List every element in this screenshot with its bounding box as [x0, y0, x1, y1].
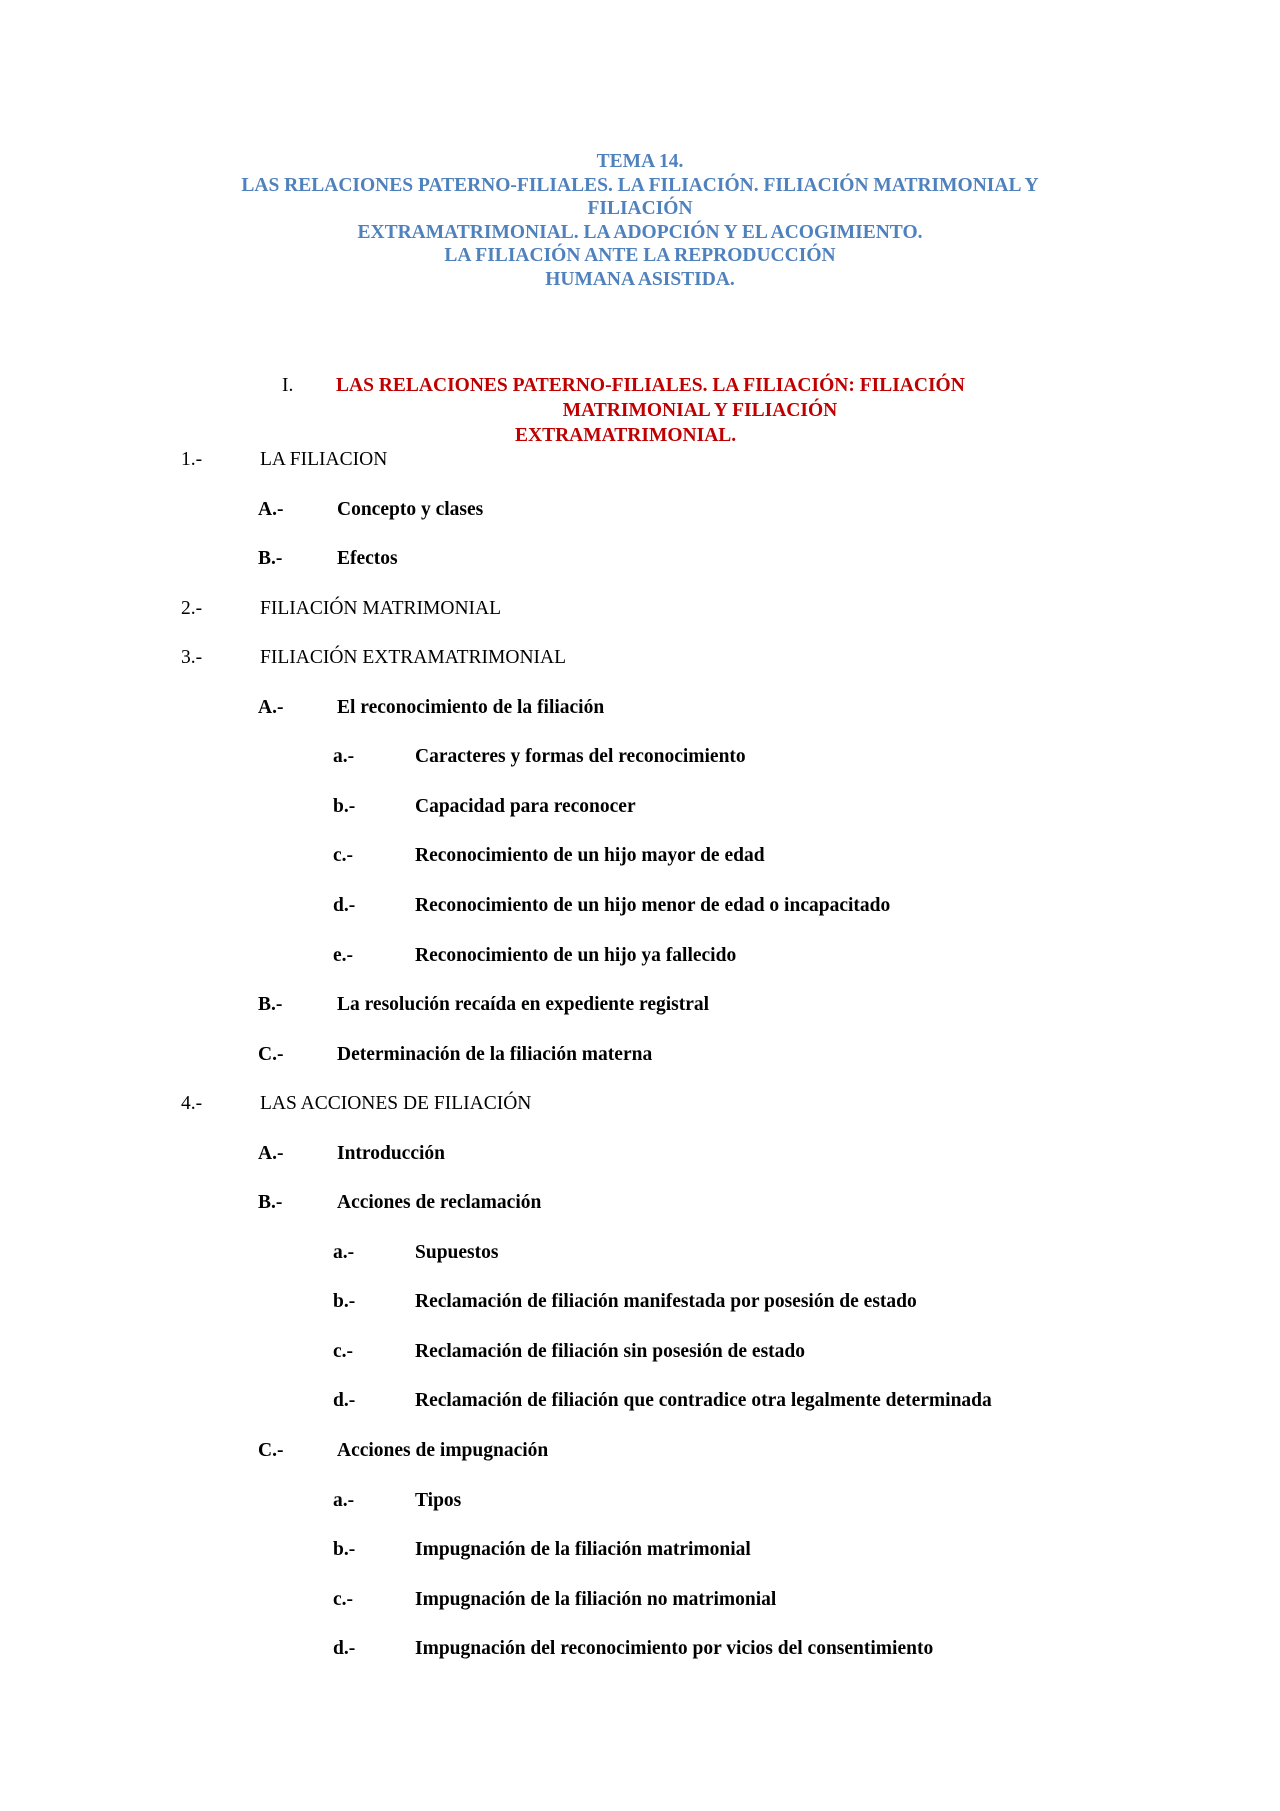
outline-item-label: La resolución recaída en expediente registral	[337, 994, 710, 1015]
outline-item-marker: B.-	[258, 548, 283, 569]
outline-item-label: Determinación de la filiación materna	[337, 1044, 653, 1065]
outline-item	[0, 1588, 1280, 1614]
outline-item-label: Acciones de reclamación	[337, 1192, 542, 1213]
outline-item	[0, 1142, 1280, 1168]
outline-item-marker: e.-	[333, 945, 354, 966]
outline-item-marker: d.-	[333, 1390, 356, 1411]
outline-item-label: Reclamación de filiación que contradice otra legalmente determinada	[415, 1390, 992, 1411]
outline-item	[0, 795, 1280, 821]
title-line: LAS RELACIONES PATERNO-FILIALES. LA FILIACIÓN. FILIACIÓN MATRIMONIAL Y	[241, 174, 1039, 196]
outline-item	[0, 1290, 1280, 1316]
outline-item-marker: 4.-	[181, 1093, 203, 1114]
outline-item-label: Tipos	[415, 1490, 462, 1511]
outline-item	[0, 1489, 1280, 1515]
outline-item-label: El reconocimiento de la filiación	[337, 697, 605, 718]
outline-item	[0, 1538, 1280, 1564]
outline-item-marker: c.-	[333, 1341, 354, 1362]
outline-item	[0, 993, 1280, 1019]
outline-item-label: Reclamación de filiación sin posesión de estado	[415, 1341, 806, 1362]
title-line: FILIACIÓN	[587, 198, 693, 219]
outline-item	[0, 745, 1280, 771]
outline-item-label: Acciones de impugnación	[337, 1440, 549, 1461]
outline-item-marker: d.-	[333, 1638, 356, 1659]
outline-item-label: LAS ACCIONES DE FILIACIÓN	[260, 1093, 532, 1114]
outline-item-marker: C.-	[258, 1044, 284, 1065]
title-line: TEMA 14.	[596, 151, 684, 172]
outline-item-label: Impugnación de la filiación matrimonial	[415, 1539, 751, 1560]
section-heading-line: MATRIMONIAL Y FILIACIÓN	[562, 400, 838, 421]
outline-item-label: LA FILIACION	[260, 449, 388, 470]
outline-item-label: Capacidad para reconocer	[415, 796, 636, 817]
outline-item	[0, 646, 1280, 672]
outline-item-label: Reconocimiento de un hijo menor de edad o incapacitado	[415, 895, 891, 916]
outline-item	[0, 1241, 1280, 1267]
outline-item-marker: a.-	[333, 1490, 355, 1511]
document-title	[0, 150, 1280, 291]
outline-item-marker: A.-	[258, 1143, 284, 1164]
outline-item	[0, 597, 1280, 623]
section-number: I.	[282, 375, 294, 396]
outline-item-marker: c.-	[333, 1589, 354, 1610]
outline-item-marker: d.-	[333, 895, 356, 916]
outline-item-label: Reconocimiento de un hijo mayor de edad	[415, 845, 765, 866]
outline-item-marker: 2.-	[181, 598, 203, 619]
title-line: HUMANA ASISTIDA.	[545, 268, 735, 290]
outline-item-marker: 3.-	[181, 647, 203, 668]
outline-item	[0, 498, 1280, 524]
outline-item-marker: C.-	[258, 1440, 284, 1461]
outline-item	[0, 1439, 1280, 1465]
outline-item	[0, 1092, 1280, 1118]
outline-item-marker: B.-	[258, 994, 283, 1015]
outline-item-label: Reconocimiento de un hijo ya fallecido	[415, 945, 737, 966]
outline-item	[0, 1389, 1280, 1415]
outline-item-label: Introducción	[337, 1143, 445, 1164]
section-heading-line: LAS RELACIONES PATERNO-FILIALES. LA FILIACIÓN: FILIACIÓN	[336, 375, 965, 396]
outline-item-label: Impugnación del reconocimiento por vicios del consentimiento	[415, 1638, 934, 1659]
outline-item	[0, 1637, 1280, 1663]
outline-item-label: FILIACIÓN MATRIMONIAL	[260, 598, 502, 619]
outline-item	[0, 696, 1280, 722]
outline-item-label: Supuestos	[415, 1242, 499, 1263]
outline-item	[0, 547, 1280, 573]
outline-item	[0, 844, 1280, 870]
outline-item-marker: c.-	[333, 845, 354, 866]
title-line: LA FILIACIÓN ANTE LA REPRODUCCIÓN	[444, 245, 836, 266]
outline-item-marker: b.-	[333, 1539, 356, 1560]
outline-item-label: Impugnación de la filiación no matrimonial	[415, 1589, 777, 1610]
outline-item-label: Caracteres y formas del reconocimiento	[415, 746, 746, 767]
outline-item-marker: 1.-	[181, 449, 203, 470]
outline-item	[0, 1043, 1280, 1069]
outline-item-marker: b.-	[333, 1291, 356, 1312]
outline-item	[0, 894, 1280, 920]
outline-item-marker: A.-	[258, 697, 284, 718]
outline-item-marker: a.-	[333, 1242, 355, 1263]
outline-item-label: FILIACIÓN EXTRAMATRIMONIAL	[260, 647, 567, 668]
outline-item-marker: A.-	[258, 499, 284, 520]
outline-item-label: Efectos	[337, 548, 398, 569]
outline-item-marker: a.-	[333, 746, 355, 767]
outline-item-label: Concepto y clases	[337, 499, 484, 520]
outline-item-marker: B.-	[258, 1192, 283, 1213]
outline-item-marker: b.-	[333, 796, 356, 817]
outline-item-label: Reclamación de filiación manifestada por posesión de estado	[415, 1291, 917, 1312]
outline-item	[0, 944, 1280, 970]
outline-item	[0, 448, 1280, 474]
outline-item	[0, 1191, 1280, 1217]
section-heading-line: EXTRAMATRIMONIAL.	[515, 425, 737, 446]
outline-item	[0, 1340, 1280, 1366]
title-line: EXTRAMATRIMONIAL. LA ADOPCIÓN Y EL ACOGIMIENTO.	[357, 221, 923, 243]
